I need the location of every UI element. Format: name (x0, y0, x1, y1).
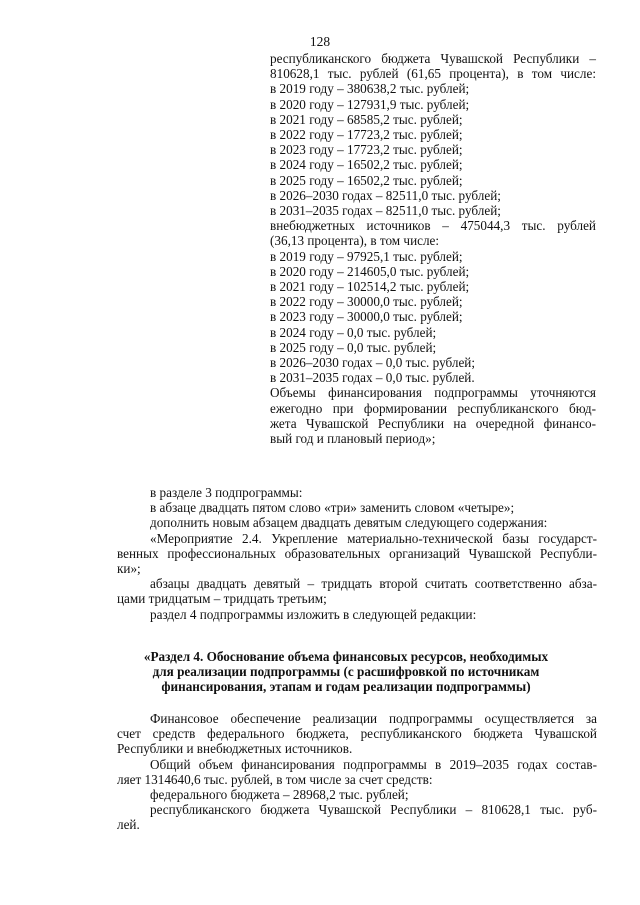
text-line: в 2022 году – 17723,2 тыс. рублей; (270, 127, 463, 143)
text-line: в 2023 году – 30000,0 тыс. рублей; (270, 309, 463, 325)
text-line: 810628,1 тыс. рублей (61,65 процента), в том числе: (270, 66, 596, 82)
text-line: Республики и внебюджетных источников. (117, 741, 353, 757)
text-line: «Мероприятие 2.4. Укрепление материально-технической базы государст- (150, 530, 597, 546)
text-line: абзацы двадцать девятый – тридцать второй считать соответственно абза- (150, 576, 597, 592)
text-line: Общий объем финансирования подпрограммы в 2019–2035 годах состав- (150, 756, 597, 772)
text-line: в 2025 году – 16502,2 тыс. рублей; (270, 172, 463, 188)
text-line: вый год и плановый период»; (270, 431, 436, 447)
text-line: в 2022 году – 30000,0 тыс. рублей; (270, 294, 463, 310)
text-line: (36,13 процента), в том числе: (270, 233, 440, 249)
text-line: лей. (117, 817, 140, 833)
text-line: ляет 1314640,6 тыс. рублей, в том числе за счет средств: (117, 771, 433, 787)
text-line: в 2021 году – 102514,2 тыс. рублей; (270, 279, 470, 295)
funding-sources-block (270, 51, 596, 446)
text-line: Финансовое обеспечение реализации подпрограммы осуществляется за (150, 711, 597, 726)
text-line: в 2019 году – 97925,1 тыс. рублей; (270, 248, 463, 264)
text-line: в разделе 3 подпрограммы: (150, 485, 303, 500)
page-number: 128 (309, 34, 331, 49)
text-line: в 2021 году – 68585,2 тыс. рублей; (270, 111, 463, 127)
text-line: венных профессиональных образовательных организаций Чувашской Республи- (117, 545, 597, 561)
text-line: республиканского бюджета Чувашской Республики – (270, 51, 596, 66)
text-line: в 2024 году – 16502,2 тыс. рублей; (270, 157, 463, 173)
text-line: раздел 4 подпрограммы изложить в следующей редакции: (150, 606, 477, 622)
text-line: в 2019 году – 380638,2 тыс. рублей; (270, 81, 470, 97)
section-heading (120, 649, 572, 695)
text-line: в 2031–2035 годах – 82511,0 тыс. рублей; (270, 203, 501, 219)
text-line: цами тридцатым – тридцать третьим; (117, 591, 327, 607)
text-line: в 2026–2030 годах – 82511,0 тыс. рублей; (270, 187, 501, 203)
text-line: в 2024 году – 0,0 тыс. рублей; (270, 324, 437, 340)
text-line: республиканского бюджета Чувашской Республики – 810628,1 тыс. руб- (150, 802, 597, 818)
text-line: в 2023 году – 17723,2 тыс. рублей; (270, 142, 463, 158)
text-line: в 2031–2035 годах – 0,0 тыс. рублей. (270, 370, 475, 386)
heading-line: финансирования, этапам и годам реализации подпрограммы) (161, 679, 531, 695)
text-line: в 2020 году – 127931,9 тыс. рублей; (270, 96, 470, 112)
text-line: счет средств федерального бюджета, республиканского бюджета Чувашской (117, 726, 597, 742)
text-line: ки»; (117, 561, 141, 577)
text-line: внебюджетных источников – 475044,3 тыс. рублей (270, 218, 596, 234)
text-line: Объемы финансирования подпрограммы уточняются (270, 385, 596, 401)
text-line: федерального бюджета – 28968,2 тыс. рублей; (150, 787, 409, 803)
heading-line: для реализации подпрограммы (с расшифровкой по источникам (152, 664, 540, 680)
text-line: в абзаце двадцать пятом слово «три» заменить словом «четыре»; (150, 500, 515, 516)
text-line: ежегодно при формировании республиканского бюд- (270, 400, 596, 416)
text-line: в 2020 году – 214605,0 тыс. рублей; (270, 263, 470, 279)
heading-line: «Раздел 4. Обоснование объема финансовых ресурсов, необходимых (143, 649, 549, 664)
text-line: в 2025 году – 0,0 тыс. рублей; (270, 339, 437, 355)
amendments-block (117, 485, 597, 622)
text-line: жета Чувашской Республики на очередной финансо- (270, 415, 596, 431)
financing-paragraph (117, 711, 597, 833)
text-line: в 2026–2030 годах – 0,0 тыс. рублей; (270, 355, 476, 371)
text-line: дополнить новым абзацем двадцать девятым следующего содержания: (150, 515, 548, 531)
